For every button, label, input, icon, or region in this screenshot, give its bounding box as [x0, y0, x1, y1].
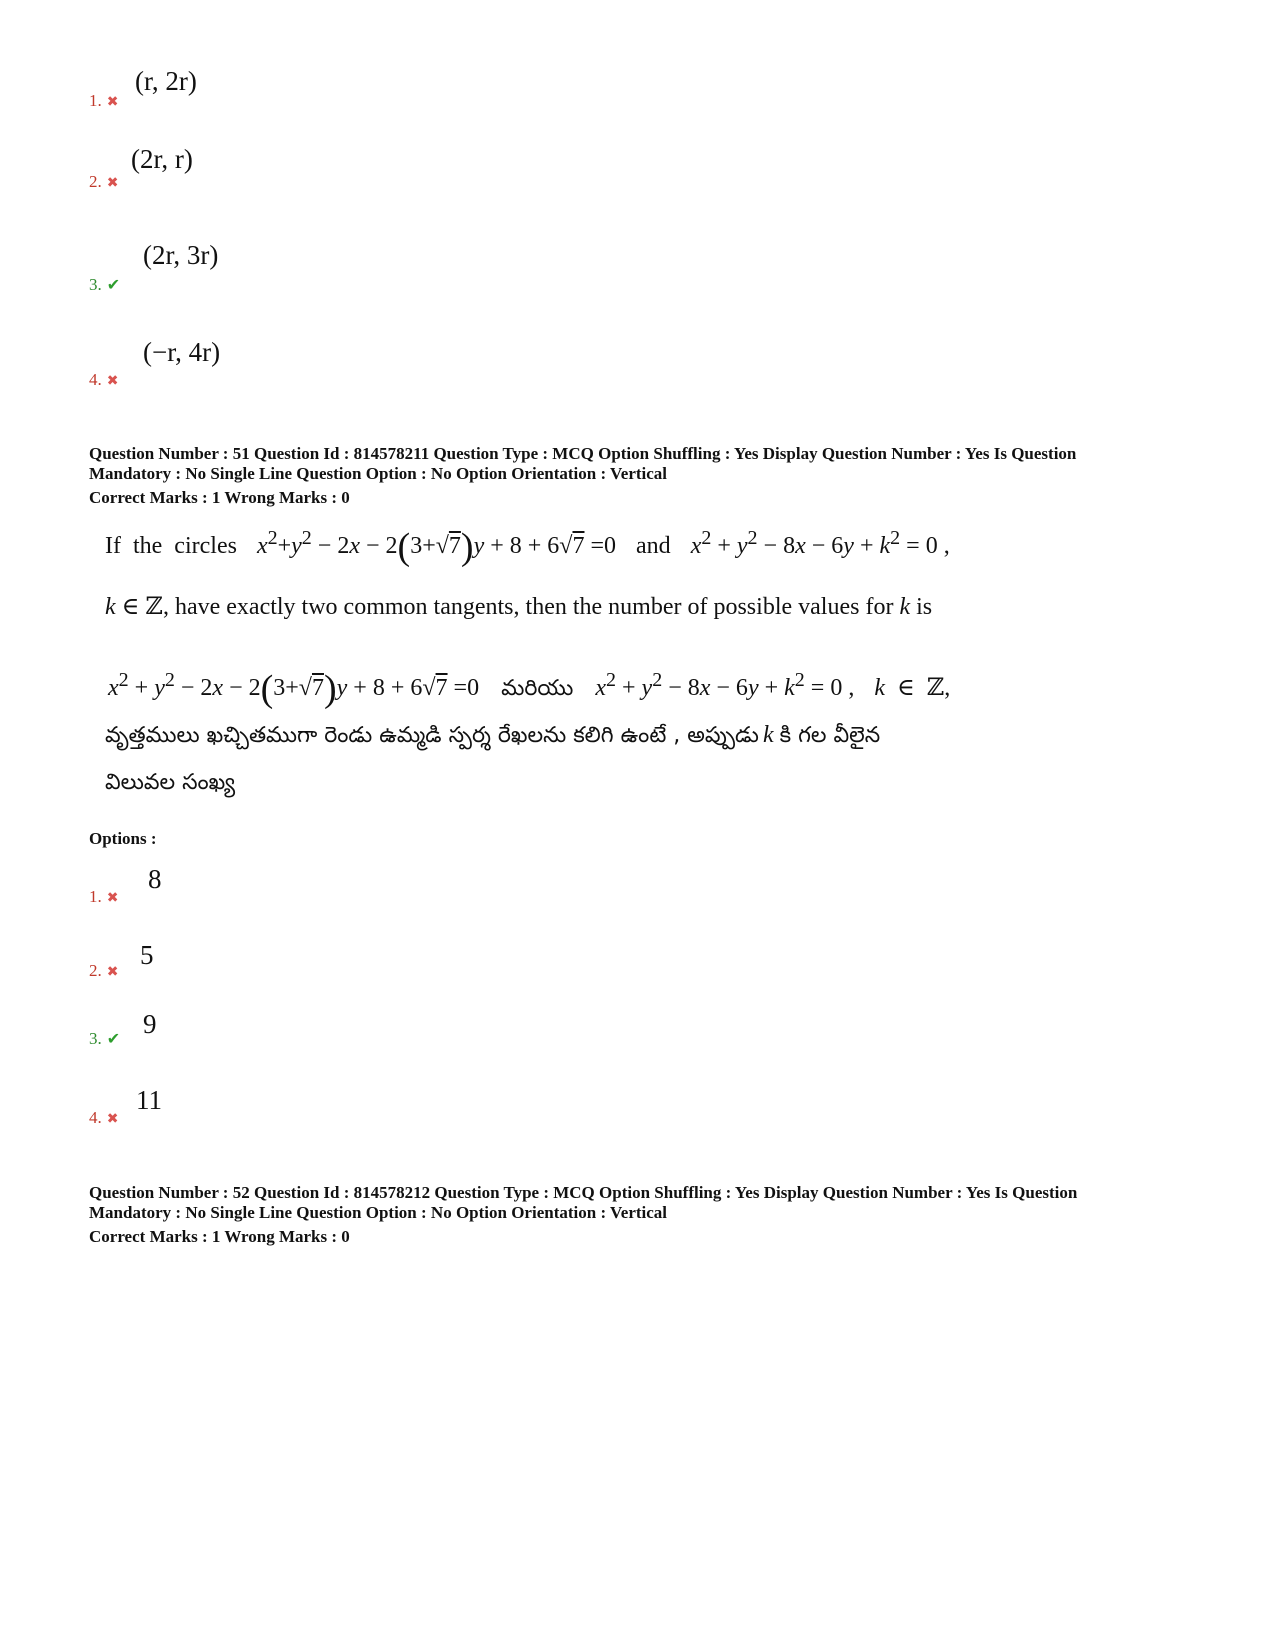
q51-option-2-value: 5	[140, 940, 154, 970]
question-51-text-en-line1: If the circles $x^2+y^2 - 2x - 2(3+√7)y + 8 + 6√7 =0$ and $x^2 + y^2 - 8x - 6y + k^2 = 0$ ,	[105, 526, 950, 568]
option-3-number: 3. ✔	[89, 275, 121, 294]
q51-option-1-value: 8	[148, 864, 162, 894]
cross-icon: ✖	[106, 176, 119, 191]
cross-icon: ✖	[106, 95, 119, 110]
question-52-meta: Question Number : 52 Question Id : 814578212 Question Type : MCQ Option Shuffling : Yes Display Question Number : Yes Is Question Mandatory : No Single Line Question Option : No Option Orientation : Vertical Correct Marks : 1 Wrong Marks : 0	[89, 1183, 1078, 1246]
question-51-text-te-line1: $x^2 + y^2 - 2x - 2(3+√7)y + 8 + 6√7 =0$ మరియు $x^2 + y^2 - 8x - 6y + k^2 = 0$ , k ∈ ℤ,	[108, 668, 951, 710]
option-1-number: 1. ✖	[89, 91, 119, 110]
check-icon: ✔	[106, 277, 121, 294]
q51-option-4-value: 11	[136, 1085, 162, 1115]
cross-icon: ✖	[106, 965, 119, 980]
cross-icon: ✖	[106, 1112, 119, 1127]
question-51-text-en-line2: k ∈ ℤ, have exactly two common tangents, then the number of possible values for k is	[105, 594, 933, 620]
option-1-value: (r, 2r)	[135, 66, 197, 96]
check-icon: ✔	[106, 1031, 121, 1048]
question-51-meta: Question Number : 51 Question Id : 814578211 Question Type : MCQ Option Shuffling : Yes Display Question Number : Yes Is Question Mandatory : No Single Line Question Option : No Option Orientation : Vertical Correct Marks : 1 Wrong Marks : 0	[89, 444, 1077, 507]
cross-icon: ✖	[106, 374, 119, 389]
options-label: Options :	[89, 829, 157, 848]
option-2-value: (2r, r)	[131, 144, 193, 174]
q51-option-3-value: 9	[143, 1009, 157, 1039]
cross-icon: ✖	[106, 891, 119, 906]
option-4-number: 4. ✖	[89, 370, 119, 389]
q51-option-3-number: 3. ✔	[89, 1029, 121, 1048]
option-3-value: (2r, 3r)	[143, 240, 219, 270]
option-4-value: (−r, 4r)	[143, 337, 221, 367]
question-51-text-te-line3: విలువల సంఖ్య	[105, 770, 236, 795]
option-2-number: 2. ✖	[89, 172, 119, 191]
q51-option-2-number: 2. ✖	[89, 961, 119, 980]
q51-option-4-number: 4. ✖	[89, 1108, 119, 1127]
q51-option-1-number: 1. ✖	[89, 887, 119, 906]
question-51-text-te-line2: వృత్తములు ఖచ్చితముగా రెండు ఉమ్మడి స్పర్శ రేఖలను కలిగి ఉంటే , అప్పుడు k కి గల వీలైన	[105, 722, 881, 748]
